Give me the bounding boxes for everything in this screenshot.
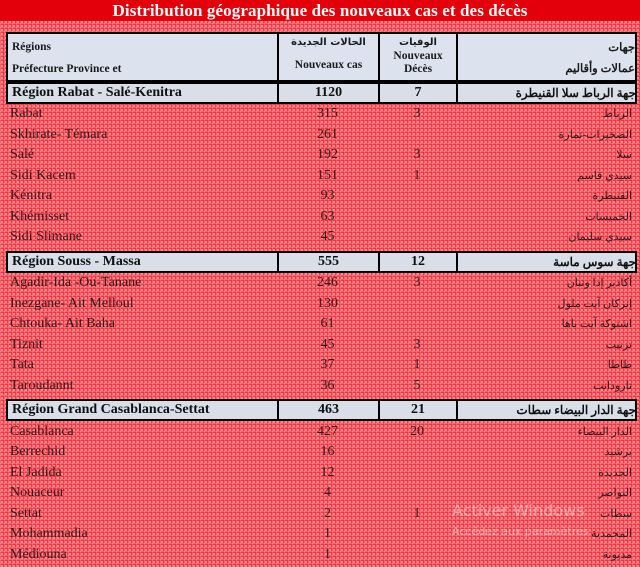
prefecture-name: Skhirate- Témara — [10, 126, 108, 142]
table-row — [6, 166, 637, 187]
region-row — [6, 251, 637, 273]
prefecture-deaths: 3 — [413, 336, 421, 352]
prefecture-cases: 93 — [320, 188, 335, 203]
prefecture-cases: 61 — [320, 316, 335, 331]
prefecture-name-ar: الجديدة — [598, 466, 632, 479]
prefecture-cases: 37 — [320, 357, 335, 372]
watermark-line1: Activer Windows — [452, 501, 585, 520]
header-deaths-fr: Nouveaux Décès — [393, 50, 443, 75]
prefecture-name: Inezgane- Ait Melloul — [10, 295, 134, 311]
table-row — [6, 545, 637, 566]
prefecture-name-ar: برشيد — [604, 446, 632, 458]
prefecture-cases: 1 — [324, 526, 331, 541]
prefecture-name-ar: المحمدية — [591, 528, 632, 540]
prefecture-cases: 151 — [317, 167, 338, 183]
prefecture-deaths: 3 — [413, 147, 421, 162]
table-row — [6, 314, 637, 335]
prefecture-name-ar: الدار البيضاء — [577, 425, 632, 438]
prefecture-name-ar: تزنيت — [605, 338, 632, 351]
table-row — [6, 104, 637, 125]
region-row — [6, 82, 637, 104]
prefecture-name-ar: الصخيرات-تمارة — [558, 128, 632, 141]
prefecture-deaths: 20 — [410, 423, 424, 439]
header-cases-fr: Nouveaux cas — [294, 59, 363, 71]
prefecture-deaths: 1 — [413, 505, 421, 521]
prefecture-cases: 246 — [317, 275, 338, 290]
prefecture-name: Kénitra — [10, 188, 52, 203]
prefecture-deaths — [378, 483, 456, 504]
prefecture-name: Khémisset — [10, 208, 70, 224]
table-row — [6, 227, 637, 248]
table-row — [6, 442, 637, 463]
table-row — [6, 294, 637, 315]
prefecture-name-ar: تارودانت — [593, 379, 632, 392]
table-row — [6, 186, 637, 207]
prefecture-deaths: 1 — [413, 357, 421, 372]
table-row — [6, 483, 637, 504]
table-row — [6, 355, 637, 376]
prefecture-name-ar: طاطا — [607, 359, 632, 371]
prefecture-cases: 130 — [317, 295, 338, 311]
prefecture-name: Settat — [10, 505, 42, 521]
header-arabic-cell — [458, 34, 639, 80]
prefecture-name-ar: سلا — [616, 149, 632, 161]
prefecture-deaths — [378, 442, 456, 463]
prefecture-name-ar: النواصر — [598, 487, 632, 499]
prefecture-name-ar: مديونة — [602, 548, 632, 561]
prefecture-name-ar: سيدي قاسم — [577, 169, 632, 182]
region-name-ar: جهة الدار البيضاء سطات — [516, 403, 636, 417]
prefecture-deaths — [378, 227, 456, 248]
prefecture-cases: 45 — [320, 229, 335, 244]
header-cases-ar: الحالات الجديدة — [291, 37, 366, 48]
prefecture-cases: 2 — [324, 505, 331, 521]
table-row — [6, 504, 637, 525]
prefecture-name-ar: الخميسات — [585, 210, 632, 223]
prefecture-cases: 36 — [320, 377, 335, 393]
prefecture-cases: 427 — [317, 423, 338, 439]
prefecture-cases: 45 — [320, 336, 335, 352]
prefecture-deaths: 3 — [413, 106, 421, 121]
header-deaths-ar: الوفيات — [399, 37, 437, 48]
header-regions-ar: جهات — [608, 42, 635, 54]
prefecture-cases: 12 — [320, 464, 335, 480]
prefecture-cases: 1 — [324, 546, 331, 562]
region-row — [6, 399, 637, 421]
table-row — [6, 463, 637, 484]
watermark-line2: Accédez aux paramètres — [452, 525, 589, 538]
region-deaths: 12 — [380, 253, 458, 271]
prefecture-cases: 315 — [317, 106, 338, 121]
table-row — [6, 273, 637, 294]
region-deaths: 21 — [380, 401, 458, 419]
header-prefectures-ar: عمالات وأقاليم — [565, 63, 635, 75]
prefecture-deaths — [378, 186, 456, 207]
prefecture-name-ar: القنيطرة — [592, 190, 632, 202]
prefecture-name: Rabat — [10, 106, 43, 121]
region-name-ar: جهة سوس ماسة — [553, 255, 636, 269]
prefecture-name-ar: أكادير إدا وتنان — [566, 277, 632, 289]
prefecture-name: El Jadida — [10, 464, 62, 480]
region-cases: 463 — [279, 401, 380, 419]
prefecture-name: Sidi Slimane — [10, 229, 82, 244]
prefecture-deaths — [378, 463, 456, 484]
table-row — [6, 145, 637, 166]
prefecture-name-ar: الرباط — [602, 108, 632, 120]
prefecture-cases: 63 — [320, 208, 335, 224]
prefecture-name-ar: إنزكان آيت ملول — [557, 297, 632, 310]
prefecture-deaths — [378, 524, 456, 545]
prefecture-name: Tata — [10, 357, 34, 372]
prefecture-name: Berrechid — [10, 444, 66, 459]
prefecture-cases: 4 — [324, 485, 331, 500]
prefecture-name-ar: سطات — [600, 507, 632, 520]
prefecture-name-ar: اشتوكة آيت باها — [561, 318, 632, 330]
table-row — [6, 125, 637, 146]
prefecture-deaths: 3 — [413, 275, 421, 290]
page-title: Distribution géographique des nouveaux cas et des décès — [0, 0, 640, 21]
table-row — [6, 207, 637, 228]
prefecture-name: Nouaceur — [10, 485, 65, 500]
table-row — [6, 335, 637, 356]
prefecture-name: Casablanca — [10, 423, 74, 439]
table-header — [6, 32, 637, 82]
prefecture-name: Chtouka- Ait Baha — [10, 316, 115, 331]
prefecture-deaths — [378, 294, 456, 315]
table-row — [6, 376, 637, 397]
prefecture-name: Mohammadia — [10, 526, 88, 541]
prefecture-deaths: 1 — [413, 167, 421, 183]
prefecture-deaths — [378, 207, 456, 228]
table-row — [6, 524, 637, 545]
prefecture-cases: 16 — [320, 444, 335, 459]
prefecture-cases: 192 — [317, 147, 338, 162]
header-cases-cell — [279, 34, 380, 80]
region-name: Région Souss - Massa — [8, 253, 279, 271]
header-deaths-cell — [380, 34, 458, 80]
header-prefecture-label: Préfecture Province et — [12, 63, 122, 75]
region-name: Région Rabat - Salé-Kenitra — [8, 84, 279, 102]
region-cases: 555 — [279, 253, 380, 271]
prefecture-name: Tiznit — [10, 336, 43, 352]
prefecture-deaths — [378, 314, 456, 335]
prefecture-cases: 261 — [317, 126, 338, 142]
prefecture-name: Salé — [10, 147, 35, 162]
header-name-cell — [8, 34, 279, 80]
table-row — [6, 422, 637, 443]
header-regions-label: Régions — [12, 41, 51, 53]
prefecture-deaths: 5 — [413, 377, 421, 393]
prefecture-name: Taroudannt — [10, 377, 74, 393]
region-name: Région Grand Casablanca-Settat — [8, 401, 279, 419]
prefecture-name: Sidi Kacem — [10, 167, 76, 183]
prefecture-name: Médiouna — [10, 546, 67, 562]
prefecture-deaths — [378, 125, 456, 146]
prefecture-deaths — [378, 545, 456, 566]
prefecture-name: Agadir-Ida -Ou-Tanane — [10, 275, 142, 290]
prefecture-name-ar: سيدي سليمان — [568, 231, 632, 243]
region-cases: 1120 — [279, 84, 380, 102]
region-deaths: 7 — [380, 84, 458, 102]
region-name-ar: جهة الرباط سلا القنيطرة — [515, 86, 636, 100]
